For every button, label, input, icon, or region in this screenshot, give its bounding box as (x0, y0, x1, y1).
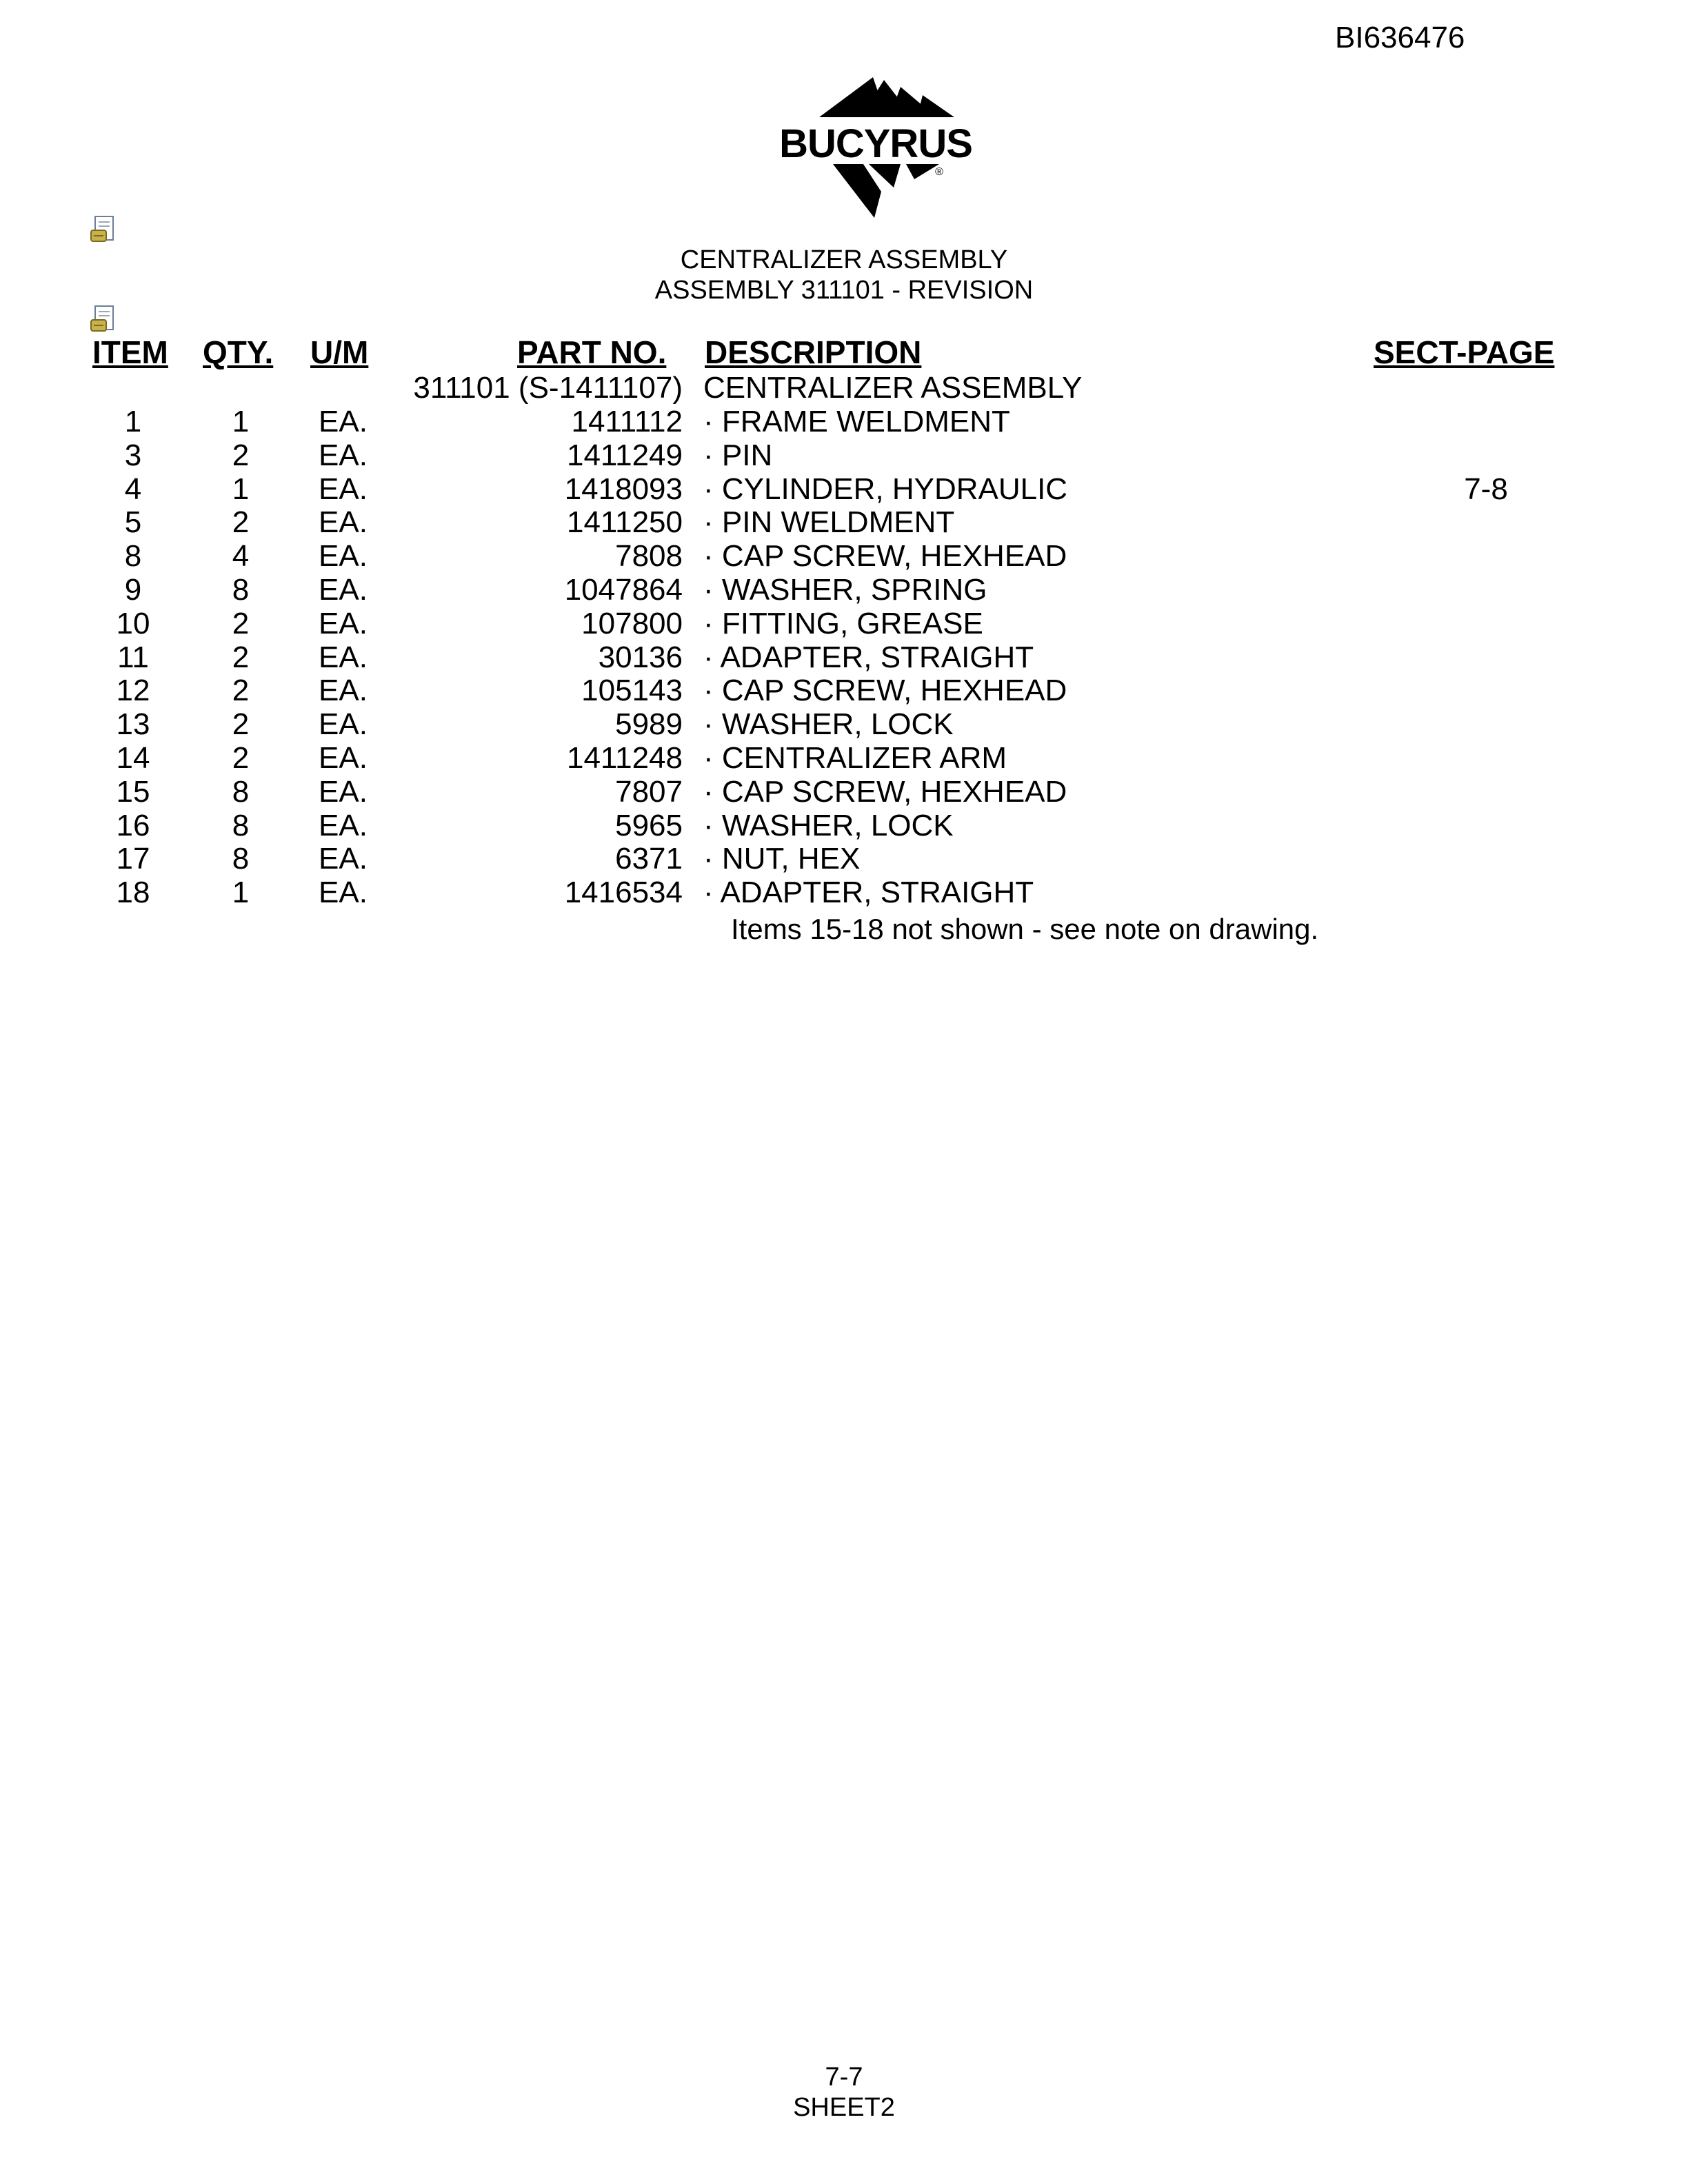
unit-of-measure: EA. (319, 438, 368, 472)
item-number: 5 (124, 505, 142, 540)
attachment-icon[interactable] (90, 305, 117, 335)
description: · PIN WELDMENT (703, 505, 955, 540)
sheet-label: SHEET2 (793, 2093, 895, 2122)
quantity: 2 (232, 707, 250, 742)
unit-of-measure: EA. (319, 842, 368, 876)
unit-of-measure: EA. (319, 808, 368, 842)
item-number: 12 (116, 674, 150, 708)
table-row (0, 607, 1688, 640)
unit-of-measure: EA. (319, 640, 368, 674)
unit-of-measure: EA. (319, 405, 368, 438)
description: · ADAPTER, STRAIGHT (703, 640, 1034, 674)
description: · NUT, HEX (703, 842, 861, 876)
part-number: 107800 (581, 606, 683, 640)
sect-page: 7-8 (1464, 472, 1508, 506)
unit-of-measure: EA. (319, 674, 368, 708)
part-number: 1047864 (564, 573, 683, 607)
bucyrus-logo (758, 74, 993, 221)
description: · WASHER, SPRING (703, 573, 987, 607)
table-row (0, 674, 1688, 707)
description: · CYLINDER, HYDRAULIC (703, 472, 1068, 506)
part-number: 5965 (615, 808, 683, 842)
item-number: 15 (116, 774, 150, 809)
logo-wordmark: BUCYRUS (779, 121, 972, 166)
item-number: 4 (124, 472, 142, 506)
part-number: 5989 (615, 707, 683, 742)
quantity: 8 (232, 842, 250, 876)
table-row (0, 842, 1688, 876)
quantity: 1 (232, 876, 250, 910)
description: · CAP SCREW, HEXHEAD (703, 774, 1067, 809)
table-row (0, 775, 1688, 809)
quantity: 2 (232, 674, 250, 708)
item-number: 10 (116, 606, 150, 640)
header-item: ITEM (92, 334, 168, 370)
quantity: 1 (232, 405, 250, 438)
description: · FRAME WELDMENT (703, 405, 1010, 438)
table-row (0, 438, 1688, 472)
table-row (0, 573, 1688, 607)
table-row (0, 741, 1688, 775)
quantity: 8 (232, 573, 250, 607)
table-row (0, 405, 1688, 438)
quantity: 2 (232, 741, 250, 775)
item-number: 11 (117, 640, 149, 674)
document-id: BI636476 (1335, 21, 1465, 54)
header-qty: QTY. (203, 334, 274, 370)
table-row (0, 707, 1688, 741)
item-number: 3 (124, 438, 142, 472)
part-number: 1411248 (566, 741, 683, 775)
unit-of-measure: EA. (319, 876, 368, 910)
table-row (0, 472, 1688, 506)
item-number: 13 (116, 707, 150, 742)
part-number: 6371 (615, 842, 683, 876)
part-number: 1411249 (566, 438, 683, 472)
quantity: 2 (232, 606, 250, 640)
item-number: 17 (116, 842, 150, 876)
header-part-no: PART NO. (517, 334, 667, 370)
quantity: 8 (232, 808, 250, 842)
table-row (0, 539, 1688, 573)
registered-mark: ® (935, 166, 943, 178)
unit-of-measure: EA. (319, 505, 368, 540)
quantity: 2 (232, 505, 250, 540)
part-number: 30136 (598, 640, 683, 674)
quantity: 2 (232, 640, 250, 674)
description: · CAP SCREW, HEXHEAD (703, 539, 1067, 574)
quantity: 1 (232, 472, 250, 506)
unit-of-measure: EA. (319, 606, 368, 640)
description: · CAP SCREW, HEXHEAD (703, 674, 1067, 708)
header-description: DESCRIPTION (705, 334, 922, 370)
part-number: 7807 (615, 774, 683, 809)
assembly-part-no: 311101 (S-1411107) (413, 371, 683, 405)
part-number: 1411112 (571, 405, 683, 438)
item-number: 9 (124, 573, 142, 607)
item-number: 1 (124, 405, 142, 438)
unit-of-measure: EA. (319, 472, 368, 506)
table-row (0, 505, 1688, 539)
header-sect-page: SECT-PAGE (1374, 334, 1555, 370)
quantity: 4 (232, 539, 250, 574)
item-number: 14 (116, 741, 150, 775)
part-number: 7808 (615, 539, 683, 574)
quantity: 2 (232, 438, 250, 472)
drawing-note: Items 15-18 not shown - see note on drawing. (731, 913, 1319, 945)
document-subtitle: ASSEMBLY 311101 - REVISION (654, 276, 1034, 305)
table-row (0, 876, 1688, 909)
part-number: 1416534 (564, 876, 683, 910)
unit-of-measure: EA. (319, 707, 368, 742)
item-number: 18 (116, 876, 150, 910)
table-row (0, 809, 1688, 842)
unit-of-measure: EA. (319, 741, 368, 775)
part-number: 1418093 (564, 472, 683, 506)
header-um: U/M (310, 334, 369, 370)
description: · FITTING, GREASE (703, 606, 983, 640)
assembly-row (0, 371, 1688, 405)
unit-of-measure: EA. (319, 573, 368, 607)
description: · CENTRALIZER ARM (703, 741, 1007, 775)
description: · WASHER, LOCK (703, 808, 954, 842)
description: · PIN (703, 438, 773, 472)
table-row (0, 640, 1688, 674)
assembly-description: CENTRALIZER ASSEMBLY (703, 371, 1083, 405)
document-title: CENTRALIZER ASSEMBLY (680, 245, 1008, 274)
part-number: 105143 (581, 674, 683, 708)
quantity: 8 (232, 774, 250, 809)
description: · WASHER, LOCK (703, 707, 954, 742)
description: · ADAPTER, STRAIGHT (703, 876, 1034, 910)
item-number: 16 (116, 808, 150, 842)
page-number: 7-7 (825, 2063, 863, 2092)
attachment-icon[interactable] (90, 215, 117, 245)
unit-of-measure: EA. (319, 539, 368, 574)
item-number: 8 (124, 539, 142, 574)
unit-of-measure: EA. (319, 774, 368, 809)
part-number: 1411250 (566, 505, 683, 540)
